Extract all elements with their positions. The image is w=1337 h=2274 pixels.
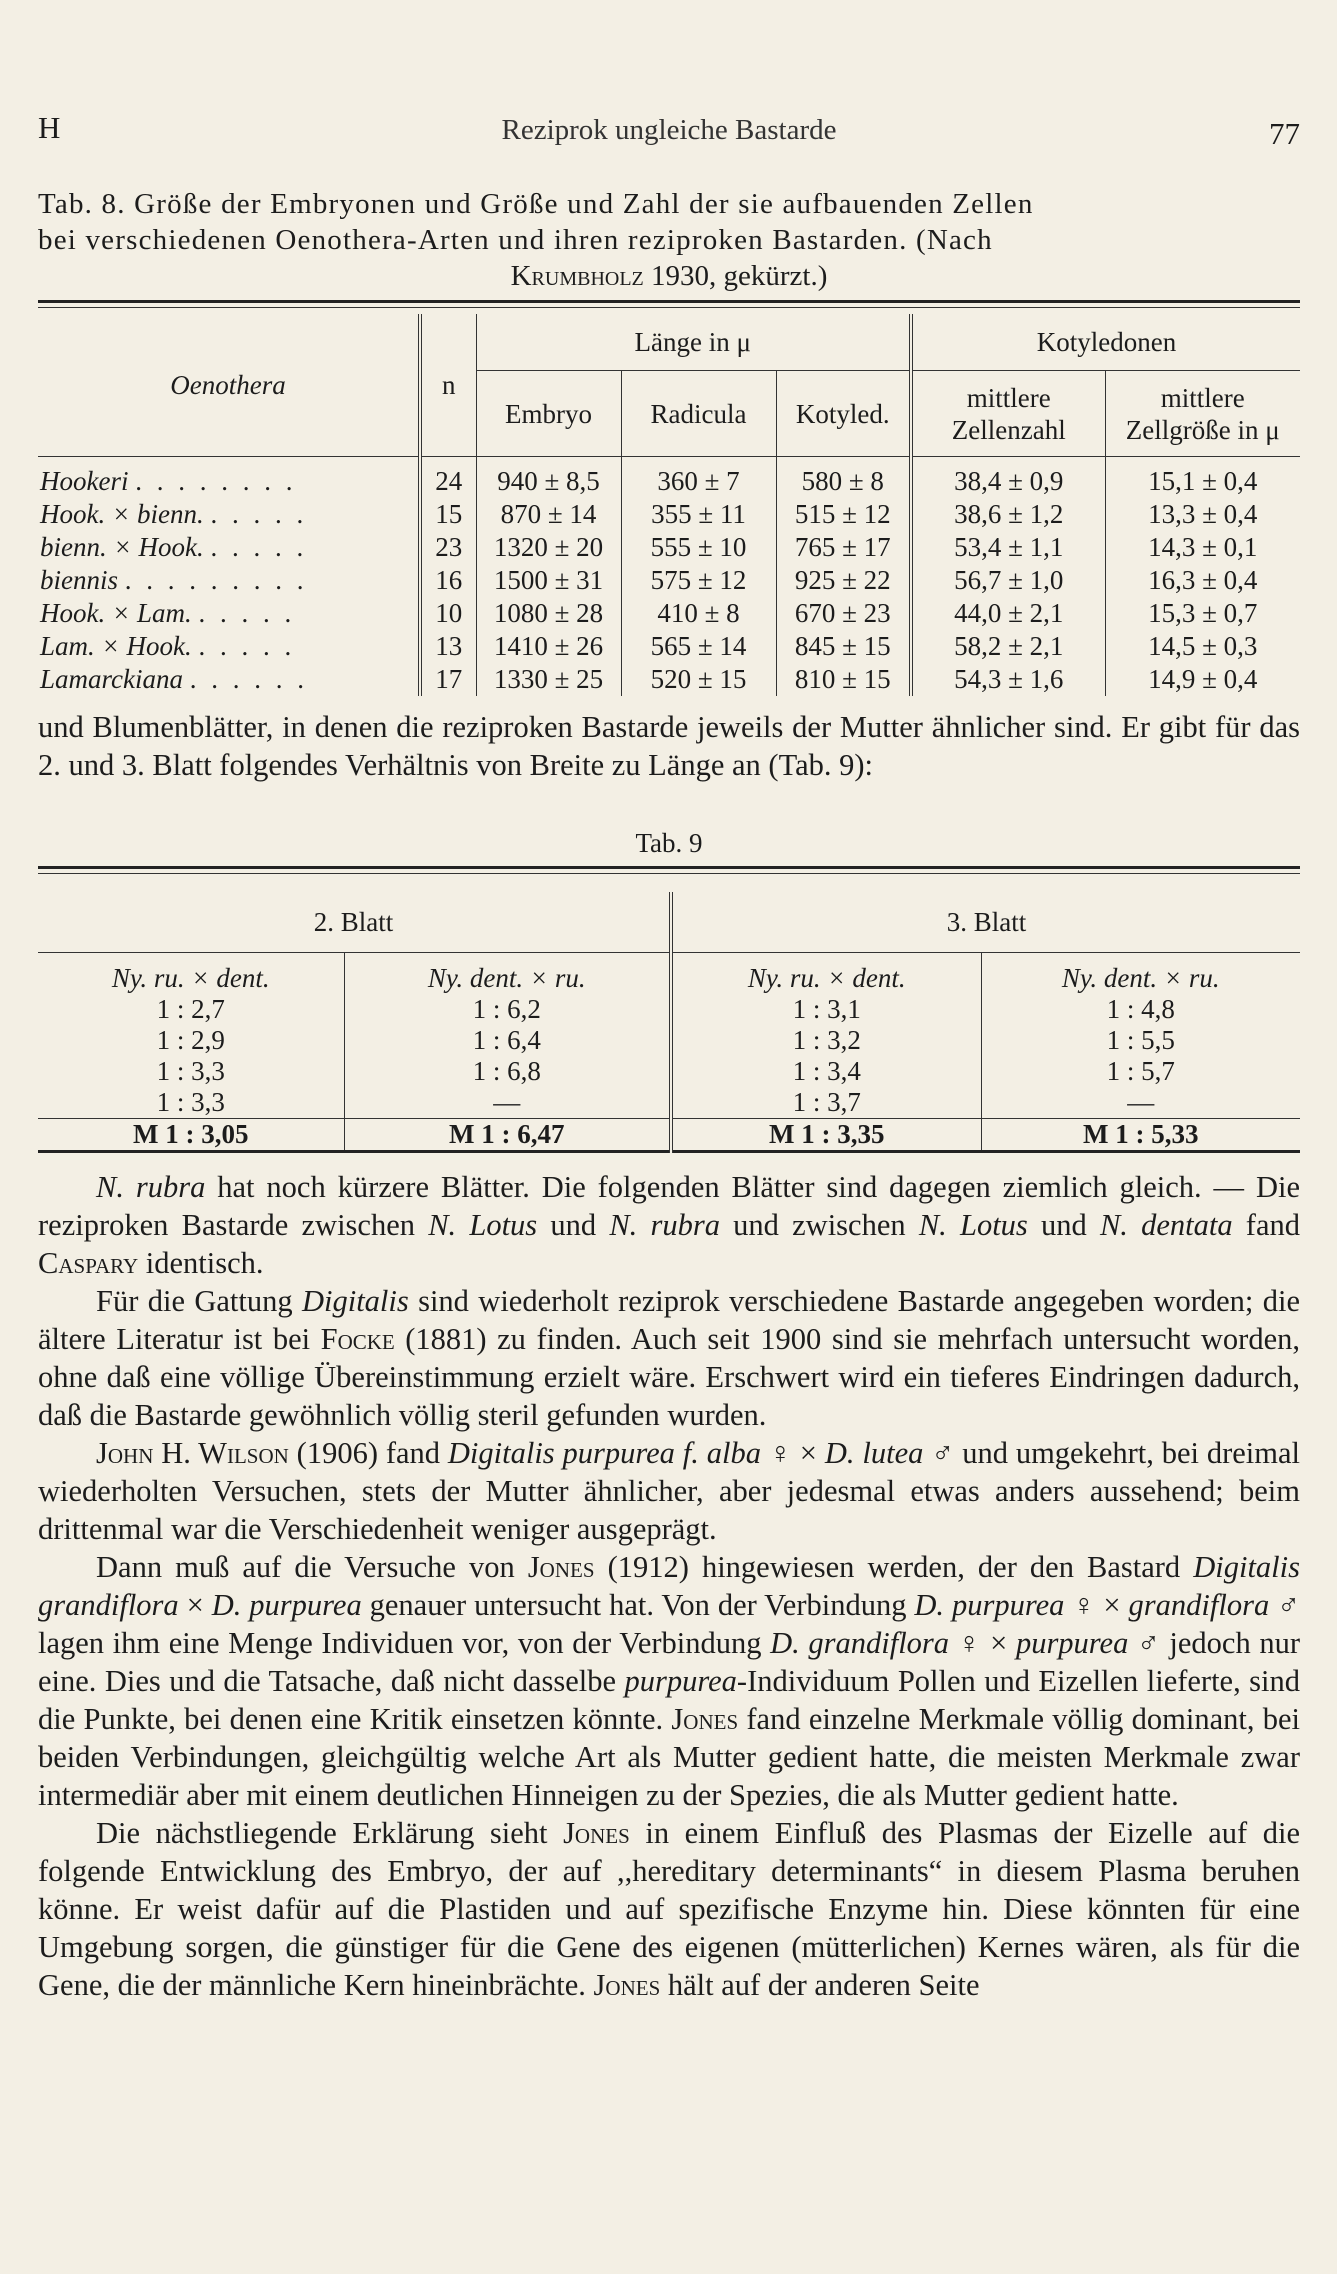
cell-n: 15 (420, 498, 476, 531)
text-run: ♂ jedoch nur eine. Dies und die Tatsache, daß nicht dasselbe (38, 1626, 1300, 1698)
tab9-top-rule (38, 866, 1300, 869)
cell-kotyled: 515 ± 12 (776, 498, 911, 531)
table-9 (38, 892, 1300, 1153)
species-name: Hook. × bienn. (40, 499, 204, 529)
cell-n: 24 (420, 457, 476, 499)
text-run: Für die Gattung (96, 1284, 302, 1318)
paragraph-5 (38, 1548, 1300, 1814)
species-name: Lamarckiana (40, 664, 183, 694)
ratio-cell: 1 : 5,5 (981, 1025, 1300, 1056)
author-name: Jones (527, 1550, 595, 1584)
ratio-cell: 1 : 6,2 (344, 994, 671, 1025)
ratio-cell: 1 : 3,7 (671, 1087, 981, 1119)
cell-kotyled: 670 ± 23 (776, 597, 911, 630)
text-run: (1881) zu finden. Auch seit 1900 sind sie mehrfach untersucht worden, ohne daß eine völlige Übereinstimmung erzielt wäre. Erschwert wird ein tieferes Eindringen dadurch, daß die Bastarde gewöhnlich völlig steril gefunden wurden. (38, 1322, 1300, 1432)
taxon-name: N. Lotus (918, 1208, 1028, 1242)
leader-dots: . . . . . (198, 598, 296, 628)
text-run: identisch. (138, 1246, 264, 1280)
species-cell (38, 663, 420, 696)
cell-embryo: 1330 ± 25 (476, 663, 621, 696)
text-run: sind wiederholt reziprok verschiedene Bastarde angegeben worden; die ältere Literatur ist bei (38, 1284, 1300, 1356)
cell-zellgroesse: 16,3 ± 0,4 (1105, 564, 1300, 597)
taxon-name: D. purpurea (211, 1588, 362, 1622)
cell-zellenzahl: 53,4 ± 1,1 (911, 531, 1105, 564)
text-run: und (1027, 1208, 1100, 1242)
cell-zellgroesse: 14,5 ± 0,3 (1105, 630, 1300, 663)
cell-zellenzahl: 38,4 ± 0,9 (911, 457, 1105, 499)
tab8-caption-line3 (38, 258, 1300, 294)
species-name: Hookeri (40, 466, 129, 496)
text-run: ♀ × (949, 1626, 1016, 1660)
tab9-body (38, 953, 1300, 1152)
tab8-body (38, 457, 1300, 697)
taxon-name: purpurea (1015, 1626, 1129, 1660)
subheader-cell: Ny. dent. × ru. (344, 953, 671, 995)
author-name: Jones (593, 1968, 661, 2002)
cell-radicula: 555 ± 10 (621, 531, 776, 564)
ratio-cell: 1 : 3,1 (671, 994, 981, 1025)
paragraph-3 (38, 1282, 1300, 1434)
mean-cell: M 1 : 5,33 (981, 1119, 1300, 1152)
col-header-radicula: Radicula (621, 371, 776, 457)
species-cell (38, 531, 420, 564)
ratio-cell: 1 : 2,7 (156, 994, 225, 1024)
taxon-name: N. dentata (1099, 1208, 1233, 1242)
author-name: John H. Wilson (96, 1436, 289, 1470)
text-run: Die nächstliegende Erklärung sieht (96, 1816, 564, 1850)
cell-zellenzahl: 54,3 ± 1,6 (911, 663, 1105, 696)
text-run: und zwischen (719, 1208, 919, 1242)
group-header-kotyledonen: Kotyledonen (911, 314, 1300, 371)
ratio-cell: — (344, 1087, 671, 1119)
cell-radicula: 520 ± 15 (621, 663, 776, 696)
tab9-subheader-row (38, 953, 1300, 995)
mean-cell: M 1 : 3,35 (671, 1119, 981, 1152)
header-letter: H (38, 110, 61, 145)
text-run: fand (1232, 1208, 1301, 1242)
col-header-species: Oenothera (38, 314, 420, 457)
leader-dots: . . . . . (210, 499, 308, 529)
tab8-caption-line2: bei verschiedenen Oenothera-Arten und ihren reziproken Bastarden. (Nach (38, 224, 993, 256)
cell-n: 10 (420, 597, 476, 630)
table-row (38, 531, 1300, 564)
ratio-cell: — (981, 1087, 1300, 1119)
ratio-cell: 1 : 5,7 (981, 1056, 1300, 1087)
species-cell (38, 630, 420, 663)
subheader-cell: Ny. ru. × dent. (111, 963, 270, 993)
taxon-name: Digitalis purpurea f. alba (447, 1436, 761, 1470)
cell-zellenzahl: 44,0 ± 2,1 (911, 597, 1105, 630)
taxon-name: purpurea (624, 1664, 737, 1698)
species-name: Hook. × Lam. (40, 598, 192, 628)
leader-dots: . . . . . . . . . (124, 565, 308, 595)
group-header-3-blatt: 3. Blatt (671, 892, 1300, 953)
col-header-embryo: Embryo (476, 371, 621, 457)
cell-n: 17 (420, 663, 476, 696)
taxon-name: Digitalis grandiflora (38, 1550, 1300, 1622)
ratio-cell: 1 : 3,2 (671, 1025, 981, 1056)
species-cell (38, 457, 420, 499)
cell-zellgroesse: 14,3 ± 0,1 (1105, 531, 1300, 564)
table-row (38, 630, 1300, 663)
tab8-top-rule-thin (38, 307, 1300, 308)
ratio-cell: 1 : 4,8 (981, 994, 1300, 1025)
text-run: ♀ × (760, 1436, 825, 1470)
cell-radicula: 565 ± 14 (621, 630, 776, 663)
paragraph-2 (38, 1168, 1300, 1282)
table-row (38, 597, 1300, 630)
cell-kotyled: 810 ± 15 (776, 663, 911, 696)
taxon-name: Digitalis (301, 1284, 409, 1318)
tab8-caption-tail: 1930, gekürzt.) (651, 260, 828, 292)
col-header-zellenzahl: mittlere Zellenzahl (911, 371, 1105, 457)
species-name: Lam. × Hook. (40, 631, 192, 661)
paragraph-6 (38, 1814, 1300, 2004)
taxon-name: N. rubra (96, 1170, 206, 1204)
text-run: ♀ × (1064, 1588, 1129, 1622)
table-row (38, 1025, 1300, 1056)
text-run: Dann muß auf die Versuche von (96, 1550, 528, 1584)
group-header-length: Länge in μ (476, 314, 911, 371)
taxon-name: N. rubra (609, 1208, 720, 1242)
tab9-top-rule-thin (38, 873, 1300, 874)
table-row (38, 498, 1300, 531)
text-run: (1906) fand (288, 1436, 448, 1470)
taxon-name: grandiflora (1128, 1588, 1270, 1622)
author-name: Jones (563, 1816, 630, 1850)
cell-embryo: 1080 ± 28 (476, 597, 621, 630)
mean-cell: M 1 : 6,47 (344, 1119, 671, 1152)
cell-n: 13 (420, 630, 476, 663)
col-header-zellgroesse: mittlere Zellgröße in μ (1105, 371, 1300, 457)
cell-kotyled: 925 ± 22 (776, 564, 911, 597)
header-title: Reziprok ungleiche Bastarde (501, 114, 837, 146)
cell-zellgroesse: 14,9 ± 0,4 (1105, 663, 1300, 696)
ratio-cell: 1 : 6,8 (344, 1056, 671, 1087)
table-row (38, 1087, 1300, 1119)
text-run: fand einzelne Merkmale völlig dominant, bei beiden Verbindungen, gleichgültig welche Art als Mutter gedient hatte, die meisten Merkmale zwar intermediär aber mit einem deutlichen Hinneigen zu der Spezies, die als Mutter gedient hatte. (38, 1702, 1301, 1812)
text-run: ♂ lagen ihm eine Menge Individuen vor, von der Verbindung (38, 1588, 1301, 1660)
cell-kotyled: 845 ± 15 (776, 630, 911, 663)
mean-row (38, 1119, 1300, 1152)
text-run: ♂ und umgekehrt, bei dreimal wiederholten Versuchen, stets der Mutter ähnlicher, aber jedesmal etwas anders aussehend; beim drittenmal war die Verschiedenheit weniger ausgeprägt. (38, 1436, 1301, 1546)
page-number: 77 (1269, 116, 1300, 151)
col-header-kotyled: Kotyled. (776, 371, 911, 457)
mean-cell: M 1 : 3,05 (38, 1119, 344, 1152)
taxon-name: N. Lotus (428, 1208, 538, 1242)
text-run: (1912) hingewiesen werden, der den Bastard (594, 1550, 1194, 1584)
tab9-caption: Tab. 9 (635, 828, 703, 858)
text-run: × (178, 1588, 212, 1622)
cell-kotyled: 765 ± 17 (776, 531, 911, 564)
cell-radicula: 575 ± 12 (621, 564, 776, 597)
table-row (38, 994, 1300, 1025)
text-run: in einem Einfluß des Plasmas der Eizelle auf die folgende Entwicklung des Embryo, der auf ,,hereditary determinants“ in diesem Plasma beruhen könne. Er weist dafür auf die Plastiden und auf spezifische Enzyme hin. Diese könnten für eine Umgebung sorgen, die günstiger für die Gene des eigenen (mütterlichen) Kernes wären, als für die Gene, die der männliche Kern hineinbrächte. (38, 1816, 1300, 2002)
tab8-caption-author: Krumbholz (510, 260, 644, 292)
cell-zellenzahl: 56,7 ± 1,0 (911, 564, 1105, 597)
subheader-cell: Ny. ru. × dent. (671, 953, 981, 995)
cell-n: 23 (420, 531, 476, 564)
cell-embryo: 1410 ± 26 (476, 630, 621, 663)
cell-embryo: 870 ± 14 (476, 498, 621, 531)
paragraph-4 (38, 1434, 1300, 1548)
tab8-caption-line1: Tab. 8. Größe der Embryonen und Größe und Zahl der sie aufbauenden Zellen (38, 188, 1034, 220)
cell-radicula: 360 ± 7 (621, 457, 776, 499)
cell-zellenzahl: 58,2 ± 2,1 (911, 630, 1105, 663)
taxon-name: D. lutea (824, 1436, 924, 1470)
author-name: Jones (671, 1702, 739, 1736)
species-cell (38, 597, 420, 630)
tab8-caption (38, 186, 1300, 294)
text-run: hält auf der anderen Seite (660, 1968, 980, 2002)
species-name: bienn. × Hook. (40, 532, 204, 562)
taxon-name: D. purpurea (914, 1588, 1065, 1622)
cell-radicula: 410 ± 8 (621, 597, 776, 630)
paragraph-1 (38, 708, 1300, 784)
cell-zellgroesse: 13,3 ± 0,4 (1105, 498, 1300, 531)
cell-n: 16 (420, 564, 476, 597)
cell-radicula: 355 ± 11 (621, 498, 776, 531)
ratio-cell: 1 : 3,3 (156, 1087, 225, 1117)
table-row (38, 564, 1300, 597)
table-row (38, 1056, 1300, 1087)
author-name: Focke (320, 1322, 395, 1356)
ratio-cell: 1 : 6,4 (344, 1025, 671, 1056)
text-run: -Individuum Pollen und Eizellen lieferte, sind die Punkte, bei denen eine Kritik einsetzen könnte. (38, 1664, 1300, 1736)
table-8 (38, 314, 1300, 696)
text-run: hat noch kürzere Blätter. Die folgenden Blätter sind dagegen ziemlich gleich. — Die reziproken Bastarde zwischen (38, 1170, 1300, 1242)
cell-zellenzahl: 38,6 ± 1,2 (911, 498, 1105, 531)
text-run: und (537, 1208, 610, 1242)
leader-dots: . . . . . (210, 532, 308, 562)
species-cell (38, 564, 420, 597)
leader-dots: . . . . . . (189, 664, 308, 694)
cell-embryo: 1500 ± 31 (476, 564, 621, 597)
author-name: Caspary (38, 1246, 139, 1280)
ratio-cell: 1 : 3,4 (671, 1056, 981, 1087)
col-header-n: n (420, 314, 476, 457)
leader-dots: . . . . . (198, 631, 296, 661)
table-row (38, 457, 1300, 499)
cell-embryo: 940 ± 8,5 (476, 457, 621, 499)
text-run: genauer untersucht hat. Von der Verbindung (361, 1588, 915, 1622)
ratio-cell: 1 : 2,9 (156, 1025, 225, 1055)
cell-kotyled: 580 ± 8 (776, 457, 911, 499)
table-row (38, 663, 1300, 696)
subheader-cell: Ny. dent. × ru. (981, 953, 1300, 995)
running-header (38, 110, 1300, 156)
cell-zellgroesse: 15,1 ± 0,4 (1105, 457, 1300, 499)
species-name: biennis (40, 565, 118, 595)
ratio-cell: 1 : 3,3 (156, 1056, 225, 1086)
tab8-top-rule (38, 300, 1300, 303)
group-header-2-blatt: 2. Blatt (38, 892, 671, 953)
cell-embryo: 1320 ± 20 (476, 531, 621, 564)
main-text (38, 1168, 1300, 2004)
cell-zellgroesse: 15,3 ± 0,7 (1105, 597, 1300, 630)
leader-dots: . . . . . . . . (135, 466, 297, 496)
taxon-name: D. grandiflora (770, 1626, 950, 1660)
species-cell (38, 498, 420, 531)
paragraph-1-text: und Blumenblätter, in denen die reziproken Bastarde jeweils der Mutter ähnlicher sind. Er gibt für das 2. und 3. Blatt folgendes Verhältnis von Breite zu Länge an (Tab. 9): (38, 710, 1300, 782)
